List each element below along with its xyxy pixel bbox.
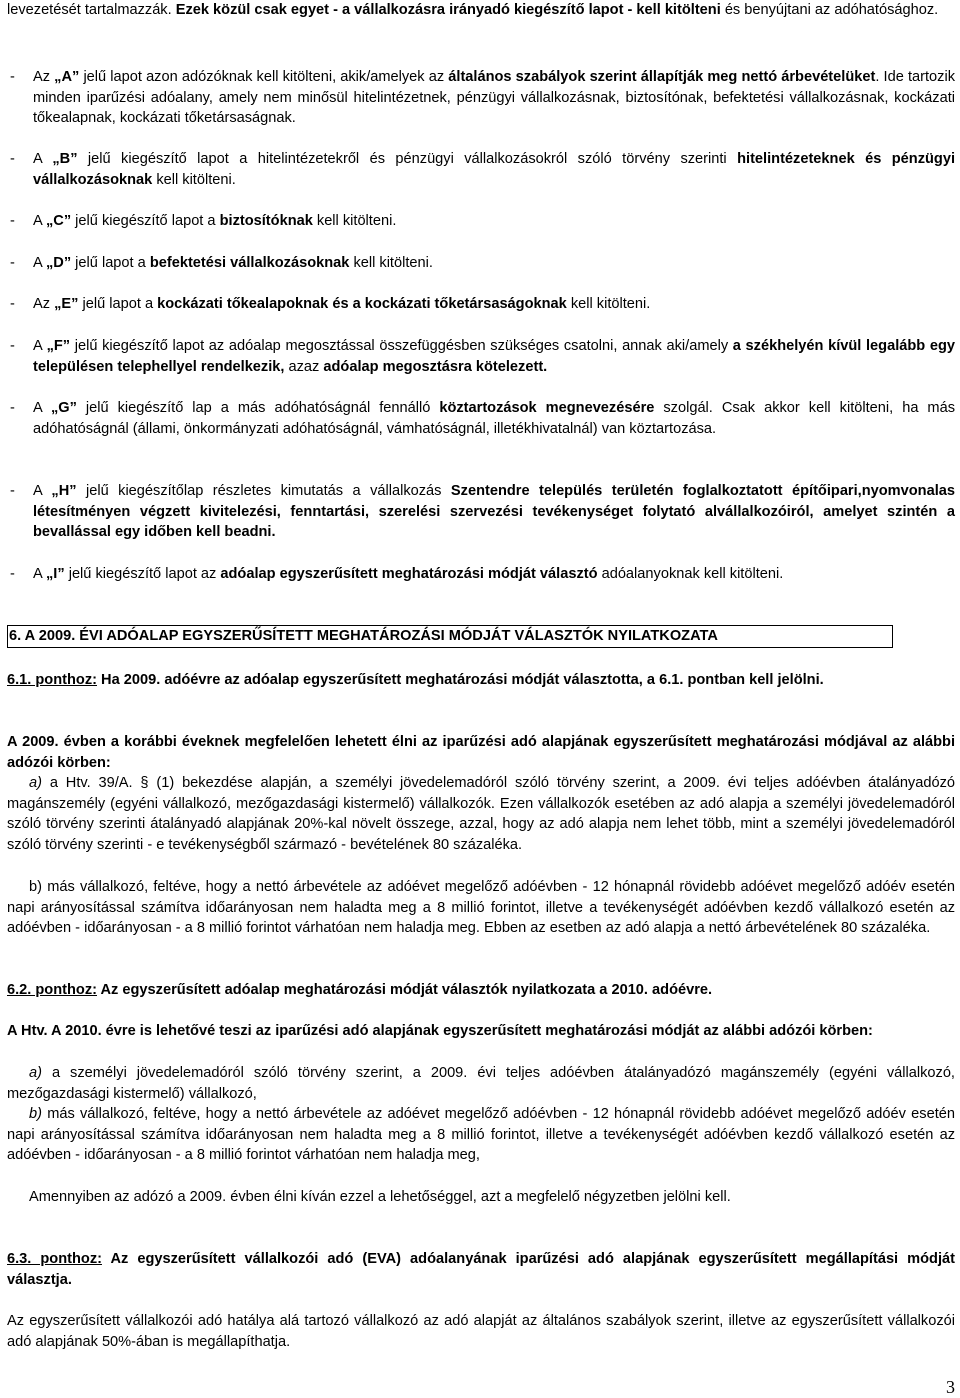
intro-paragraph <box>7 0 955 21</box>
bullet-dash: - <box>10 566 15 582</box>
intro-text: levezetését tartalmazzák. <box>7 2 176 18</box>
list-item-a: - Az „A” jelű lapot azon adózóknak kell kitölteni, akik/amelyek az általános szabályok szerint állapítják meg nettó árbevételüket. Ide tartozik minden iparűzési adóalany, amely nem minősül hitelintézetnek, pénzügyi vállalkozásnak, biztosítónak, befektetési vállalkozásnak, kockázati tőkealapnak, kockázati tőketársaságnak. <box>10 69 955 127</box>
section-6-title: 6. A 2009. ÉVI ADÓALAP EGYSZERŰSÍTETT MEGHATÁROZÁSI MÓDJÁT VÁLASZTÓK NYILATKOZATA <box>7 625 893 648</box>
list-item-e: - Az „E” jelű lapot a kockázati tőkealapoknak és a kockázati tőketársaságoknak kell kitölteni. <box>7 294 955 315</box>
section-6-3-body: Az egyszerűsített vállalkozói adó hatálya alá tartozó vállalkozó az adó alapját az általános szabályok szerint, illetve az egyszerűsített vállalkozói adó alapjának 50%-ában is megállapíthatja. <box>7 1313 955 1350</box>
section-6-2-heading: 6.2. ponthoz: Az egyszerűsített adóalap meghatározási módját választók nyilatkozata a 2010. adóévre. <box>7 982 713 998</box>
bullet-dash: - <box>10 69 15 85</box>
section-6-1-item-b: b) más vállalkozó, feltéve, hogy a nettó árbevétele az adóévet megelőző adóévben - 12 hónapnál rövidebb adóévet megelőző adóév esetén napi arányosítással számítva időarányosan nem haladta meg a 8 millió forintot, illetve a tevékenységét adóévben kezdő vállalkozó esetén az adóévben - időarányosan - a 8 millió forintot várhatóan nem haladja meg. Ebben az esetben az adó alapja a nettó árbevételének 80 százaléka. <box>7 879 955 937</box>
section-6-2-item-b: b) más vállalkozó, feltéve, hogy a nettó árbevétele az adóévet megelőző adóévben - 12 hónapnál rövidebb adóévet megelőző adóév esetén napi arányosítással számítva időarányosan nem haladta meg a 8 millió forintot, illetve a tevékenységét adóévben kezdő vállalkozó esetén az adóévben - időarányosan - a 8 millió forintot várhatóan nem haladja meg, <box>7 1106 955 1164</box>
bullet-dash: - <box>10 296 15 312</box>
bullet-dash: - <box>10 400 15 416</box>
section-6-3-heading: 6.3. ponthoz: Az egyszerűsített vállalkozói adó (EVA) adóalanyának iparűzési adó alapjának egyszerűsített megállapítási módját választja. <box>7 1251 955 1288</box>
bullet-dash: - <box>10 338 15 354</box>
list-item-c: - A „C” jelű kiegészítő lapot a biztosítóknak kell kitölteni. <box>7 211 955 232</box>
list-item-b: - A „B” jelű kiegészítő lapot a hitelintézetekről és pénzügyi vállalkozásokról szóló törvény szerinti hitelintézeteknek és pénzügyi vállalkozásoknak kell kitölteni. <box>10 151 956 188</box>
list-item-f: - A „F” jelű kiegészítő lapot az adóalap megosztással összefüggésben szükséges csatolni, annak aki/amely a székhelyén kívül legalább egy településen telephellyel rendelkezik, azaz adóalap megosztásra kötelezett. <box>10 338 955 375</box>
section-6-1-heading: 6.1. ponthoz: Ha 2009. adóévre az adóalap egyszerűsített meghatározási módját választotta, a 6.1. pontban kell jelölni. <box>7 672 824 688</box>
intro-bold: Ezek közül csak egyet - a vállalkozásra irányadó kiegészítő lapot - kell kitölteni <box>175 2 721 18</box>
intro-text-end: és benyújtani az adóhatósághoz. <box>720 2 939 18</box>
page-number: 3 <box>946 1377 955 1397</box>
section-6-1-lead: A 2009. évben a korábbi éveknek megfelelően lehetett élni az iparűzési adó alapjának egyszerűsített meghatározási módjával az alábbi adózói körben: <box>7 734 955 771</box>
bullet-dash: - <box>10 151 15 167</box>
section-6-1-item-a: a) a Htv. 39/A. § (1) bekezdése alapján, a személyi jövedelemadóról szóló törvény szerint, a 2009. évi teljes adóévben átalányadózó magánszemély (egyéni vállalkozó, mezőgazdasági kistermelő) vállalkozók. Ezen vállalkozók esetében az adó alapja a személyi jövedelemadóról szóló törvény szerinti átalányadó alapjának 20%-kal növelt összege, azzal, hogy az adó alapja nem lehet több, mint a személyi jövedelemadóról szóló törvény szerinti - e tevékenységből származó - bevételének 80 százaléka. <box>7 775 955 854</box>
section-6-2-item-a: a) a személyi jövedelemadóról szóló törvény szerint, a 2009. évi teljes adóévben átalányadózó magánszemély (egyéni vállalkozó, mezőgazdasági kistermelő) vállalkozó, <box>7 1065 955 1102</box>
bullet-dash: - <box>10 255 15 271</box>
list-item-g: - A „G” jelű kiegészítő lap a más adóhatóságnál fennálló köztartozások megnevezésére szolgál. Csak akkor kell kitölteni, ha más adóhatóságnál (állami, önkormányzati adóhatóságnál, vámhatóságnál, illetékhivatalnál) van köztartozása. <box>10 400 956 437</box>
list-item-i: - A „I” jelű kiegészítő lapot az adóalap egyszerűsített meghatározási módját választó adóalanyoknak kell kitölteni. <box>7 564 955 585</box>
bullet-dash: - <box>10 213 15 229</box>
section-6-2-tail: Amennyiben az adózó a 2009. évben élni kíván ezzel a lehetőséggel, azt a megfelelő négyzetben jelölni kell. <box>29 1189 731 1205</box>
bullet-dash: - <box>10 483 15 499</box>
list-item-h: - A „H” jelű kiegészítőlap részletes kimutatás a vállalkozás Szentendre település területén foglalkoztatott építőipari,nyomvonalas létesítményen végzett kivitelezési, fenntartási, szerelési szervezési tevékenységet folytató alvállalkozóiról, amelyet szintén a bevallással egy időben kell beadni. <box>10 483 955 541</box>
section-6-2-lead: A Htv. A 2010. évre is lehetővé teszi az iparűzési adó alapjának egyszerűsített meghatározási módját az alábbi adózói körben: <box>7 1023 873 1039</box>
list-item-d: - A „D” jelű lapot a befektetési vállalkozásoknak kell kitölteni. <box>7 253 955 274</box>
